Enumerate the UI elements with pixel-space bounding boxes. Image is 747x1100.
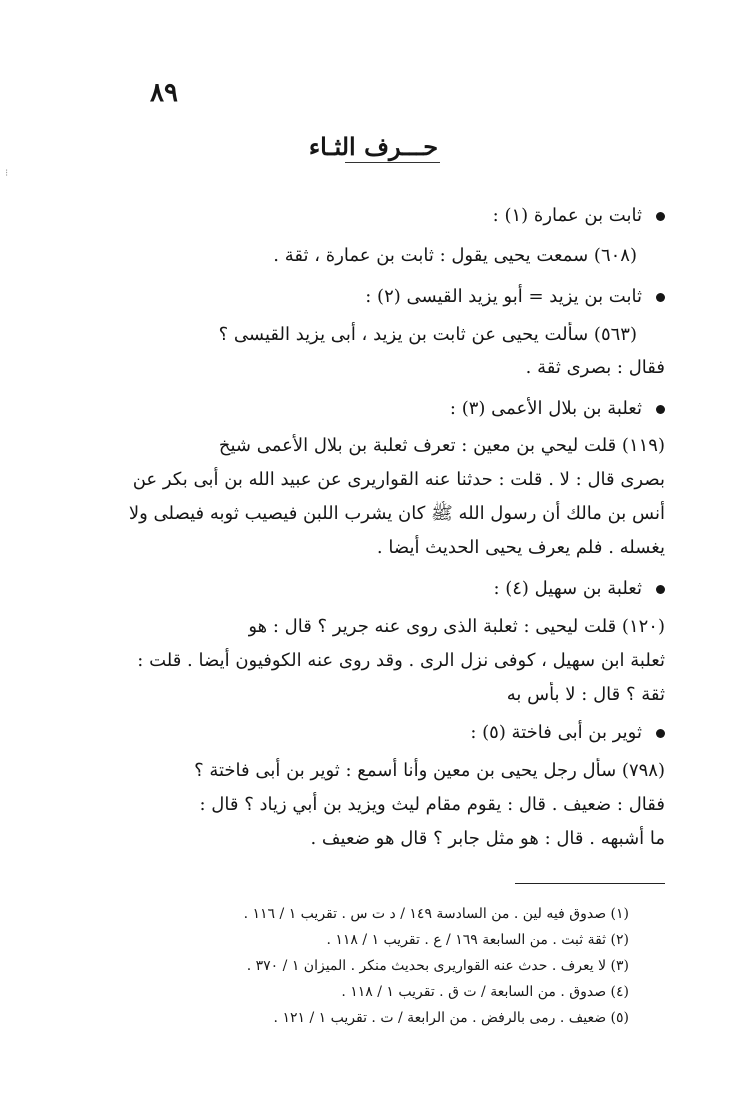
entry-text-line: (٥٦٣) سألت يحيى عن ثابت بن يزيد ، أبى يزيد القيسى ؟ bbox=[218, 324, 637, 345]
entry-text-line: (١٢٠) قلت ليحيى : ثعلبة الذى روى عنه جرير ؟ قال : هو bbox=[248, 616, 665, 637]
entry-text-line: (٦٠٨) سمعت يحيى يقول : ثابت بن عمارة ، ثقة . bbox=[273, 245, 637, 266]
footnote: (٢) ثقة ثبت . من السابعة ١٦٩ / ع . تقريب ١ / ١١٨ . bbox=[326, 932, 629, 948]
footnote: (١) صدوق فيه لين . من السادسة ١٤٩ / د ت س . تقريب ١ / ١١٦ . bbox=[243, 906, 629, 922]
margin-mark: ⁝ bbox=[5, 168, 9, 179]
entry-heading bbox=[493, 203, 665, 229]
entry-text-line: (١١٩) قلت ليحي بن معين : تعرف ثعلبة بن بلال الأعمى شيخ bbox=[218, 435, 665, 456]
footnote: (٣) لا يعرف . حدث عنه القواريرى بحديث منكر . الميزان ١ / ٣٧٠ . bbox=[246, 958, 629, 974]
heading-text: ثابت بن يزيد = أبو يزيد القيسى (٢) : bbox=[365, 286, 642, 307]
section-title: حـــرف الثـاء bbox=[308, 132, 439, 161]
footnote: (٤) صدوق . من السابعة / ت ق . تقريب ١ / ١١٨ . bbox=[341, 984, 629, 1000]
entry-heading bbox=[450, 396, 665, 422]
heading-text: ثعلبة بن بلال الأعمى (٣) : bbox=[449, 398, 642, 419]
entry-text-line: ثقة ؟ قال : لا بأس به bbox=[506, 684, 665, 705]
heading-text: ثوير بن أبى فاختة (٥) : bbox=[470, 722, 642, 743]
bullet-icon bbox=[656, 212, 665, 221]
bullet-icon bbox=[656, 729, 665, 738]
entry-text-line: (٧٩٨) سأل رجل يحيى بن معين وأنا أسمع : ثوير بن أبى فاختة ؟ bbox=[194, 760, 665, 781]
entry-heading bbox=[493, 576, 665, 602]
heading-text: ثابت بن عمارة (١) : bbox=[492, 205, 642, 226]
title-underline bbox=[345, 162, 440, 163]
bullet-icon bbox=[656, 585, 665, 594]
footnote-separator bbox=[515, 883, 665, 884]
entry-text-line: ثعلبة ابن سهيل ، كوفى نزل الرى . وقد روى عنه الكوفيون أيضا . قلت : bbox=[137, 650, 665, 671]
page-number: ٨٩ bbox=[150, 78, 178, 108]
entry-text-line: فقال : ضعيف . قال : يقوم مقام ليث ويزيد بن أبي زياد ؟ قال : bbox=[199, 794, 665, 815]
entry-heading bbox=[470, 720, 665, 746]
entry-text-line: أنس بن مالك أن رسول الله ﷺ كان يشرب اللبن فيصيب ثوبه فيصلى ولا bbox=[128, 503, 665, 524]
entry-heading bbox=[365, 284, 665, 310]
heading-text: ثعلبة بن سهيل (٤) : bbox=[493, 578, 642, 599]
entry-text-line: بصرى قال : لا . قلت : حدثنا عنه القواريرى عن عبيد الله بن أبى بكر عن bbox=[132, 469, 665, 490]
entry-text-line: فقال : بصرى ثقة . bbox=[525, 357, 665, 378]
entry-text-line: يغسله . فلم يعرف يحيى الحديث أيضا . bbox=[376, 537, 665, 558]
footnote: (٥) ضعيف . رمى بالرفض . من الرابعة / ت . تقريب ١ / ١٢١ . bbox=[273, 1010, 629, 1026]
entry-text-line: ما أشبهه . قال : هو مثل جابر ؟ قال هو ضعيف . bbox=[310, 828, 665, 849]
bullet-icon bbox=[656, 405, 665, 414]
bullet-icon bbox=[656, 293, 665, 302]
